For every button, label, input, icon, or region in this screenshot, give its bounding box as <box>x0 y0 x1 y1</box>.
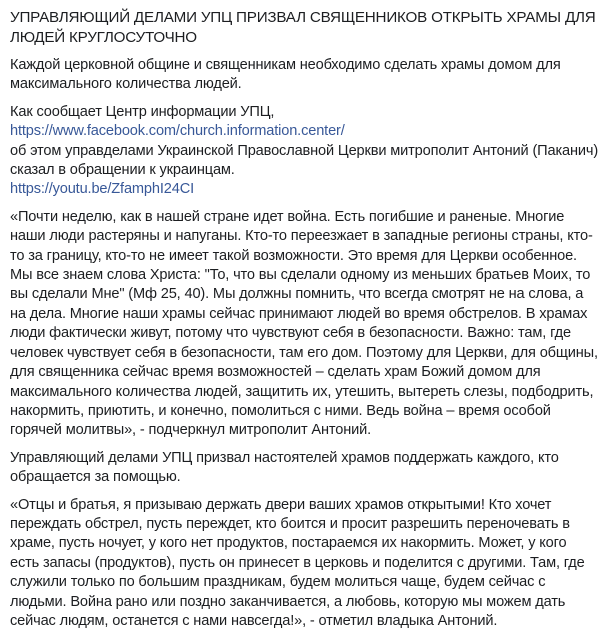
quote-paragraph-2: «Отцы и братья, я призываю держать двери ваших храмов открытыми! Кто хочет переждать обстрел, пусть переждет, кто боится и просит разрешить переночевать в храме, пусть ночует, у кого нет продуктов, постараемся их накормить. Может, у кого есть запасы (продуктов), пусть он принесет в церковь и поделится с другими. Там, где служили только по большим праздникам, будем молиться чаще, будем сейчас с людьми. Война рано или поздно заканчивается, а любовь, которую мы можем дать сейчас людям, останется с нами навсегда!», - отметил владыка Антоний. <box>10 496 585 629</box>
source-text: об этом управделами Украинской Православной Церкви митрополит Антоний (Паканич) сказал в обращении к украинцам. <box>10 142 599 179</box>
source-paragraph <box>10 103 599 200</box>
source-intro: Как сообщает Центр информации УПЦ, <box>10 103 275 120</box>
body-paragraph-2: Управляющий делами УПЦ призвал настоятелей храмов поддержать каждого, кто обращается за помощью. <box>10 449 559 486</box>
article-lead: Каждой церковной общине и священникам необходимо сделать храмы домом для максимального количества людей. <box>10 57 561 93</box>
quote-paragraph-1: «Почти неделю, как в нашей стране идет война. Есть погибшие и раненые. Многие наши люди растеряны и напуганы. Кто-то переезжает в западные регионы страны, кто-то за границу, кто-то не имеет такой возможности. Это время для Церкви особенное. Мы все знаем слова Христа: "То, что вы сделали одному из меньших братьев Моих, то вы сделали Мне" (Мф 25, 40). Мы должны помнить, что всегда смотрят не на слова, а на дела. Многие наши храмы сейчас принимают людей во время обстрелов. В храмах люди фактически живут, потому что чувствуют себя в безопасности. Важно: там, где человек чувствует себя в безопасности, там его дом. Поэтому для Церкви, для общины, для священника сейчас время возможностей – сделать храм Божий домом для максимального количества людей, защитить их, утешить, вытереть слезы, подбодрить, накормить, приютить, и конечно, помолиться с ними. Ведь война – время особой горячей молитвы», - подчеркнул митрополит Антоний. <box>10 208 598 439</box>
youtube-link[interactable]: https://youtu.be/ZfamphI24CI <box>10 181 195 198</box>
article-title: УПРАВЛЯЮЩИЙ ДЕЛАМИ УПЦ ПРИЗВАЛ СВЯЩЕННИКОВ ОТКРЫТЬ ХРАМЫ ДЛЯ ЛЮДЕЙ КРУГЛОСУТОЧНО <box>10 9 596 46</box>
facebook-link[interactable]: https://www.facebook.com/church.information.center/ <box>10 123 345 140</box>
